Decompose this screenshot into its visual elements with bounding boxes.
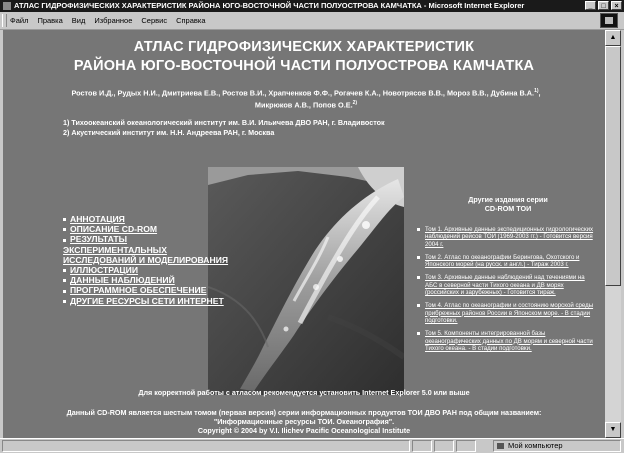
status-lock-cell <box>434 440 454 452</box>
series-volume-3-link[interactable]: Том 3. Архивные данные наблюдений над течениями на АБС в северной части Тихого океана и ДВ морях (российских и зарубежных) - Готовится тираж. <box>416 274 594 296</box>
series-list <box>416 226 594 358</box>
authors-sup-2: 2) <box>352 100 358 107</box>
close-button[interactable]: × <box>611 1 622 10</box>
nav-internet-resources-link[interactable]: ДРУГИЕ РЕСУРСЫ СЕТИ ИНТЕРНЕТ <box>63 296 233 306</box>
authors-sup-1: 1) <box>534 88 539 94</box>
nav-annotation-link[interactable]: АННОТАЦИЯ <box>63 214 233 224</box>
footer-line-2: "Информационные ресурсы ТОИ. Океанография". <box>213 417 395 426</box>
ie-window-icon[interactable] <box>3 2 11 10</box>
nav-software-link[interactable]: ПРОГРАММНОЕ ОБЕСПЕЧЕНИЕ <box>63 285 233 295</box>
nav-results-link[interactable]: РЕЗУЛЬТАТЫ ЭКСПЕРИМЕНТАЛЬНЫХ ИССЛЕДОВАНИЙ И МОДЕЛИРОВАНИЯ <box>63 234 229 265</box>
nav-observations-link[interactable]: ДАННЫЕ НАБЛЮДЕНИЙ <box>63 275 233 285</box>
page-title-line-2: РАЙОНА ЮГО-ВОСТОЧНОЙ ЧАСТИ ПОЛУОСТРОВА КАМЧАТКА <box>73 58 535 74</box>
kamchatka-satellite-image <box>208 167 404 395</box>
status-bar <box>0 438 624 453</box>
ie-recommendation: Для корректной работы с атласом рекомендуется установить Internet Explorer 5.0 или выше <box>138 388 470 397</box>
nav-cdrom-description-link[interactable]: ОПИСАНИЕ CD-ROM <box>63 224 233 234</box>
scrollbar-thumb[interactable] <box>605 46 621 286</box>
my-computer-icon <box>497 443 504 449</box>
page-content <box>3 30 605 438</box>
menu-help[interactable]: Справка <box>176 16 206 25</box>
series-volume-5-link[interactable]: Том 5. Компоненты интегрированной базы океанографических данных по ДВ морям и северной части Тихого океана. - В стадии подготовки. <box>416 330 594 352</box>
menu-tools[interactable]: Сервис <box>141 16 168 25</box>
menu-favorites[interactable]: Избранное <box>94 16 133 25</box>
authors-line-2: Микрюков А.В., Попов О.Е. <box>254 100 353 110</box>
window-title: АТЛАС ГИДРОФИЗИЧЕСКИХ ХАРАКТЕРИСТИК РАЙОНА ЮГО-ВОСТОЧНОЙ ЧАСТИ ПОЛУОСТРОВА КАМЧАТКА - Microsoft Internet Explorer <box>14 1 525 10</box>
minimize-button[interactable]: _ <box>585 1 596 10</box>
menu-bar <box>0 12 624 30</box>
arrow-up-icon[interactable]: ▲ <box>605 30 621 46</box>
toolbar-grip[interactable] <box>2 14 7 27</box>
authors-line-1: Ростов И.Д., Рудых Н.И., Дмитриева Е.В., Ростов В.И., Храпченков Ф.Ф., Рогачев К.А., Новотрясов В.В., Мороз В.В., Дубина В.А. <box>71 88 535 98</box>
windows-throbber-icon <box>600 13 618 28</box>
status-zone <box>493 440 621 452</box>
affiliation-1: 1) Тихоокеанский океанологический институт им. В.И. Ильичева ДВО РАН, г. Владивосток <box>63 118 385 127</box>
series-volume-1-link[interactable]: Том 1. Архивные данные экспедиционных гидрологических наблюдений рейсов ТОИ (1969-2003 гг.) - Готовится версия 2004 г. <box>416 226 594 248</box>
footer-line-1: Данный CD-ROM является шестым томом (первая версия) серии информационных продуктов ТОИ ДВО РАН под общим названием: <box>66 408 542 417</box>
authors <box>63 86 549 111</box>
nav-illustrations-link[interactable]: ИЛЛЮСТРАЦИИ <box>63 265 233 275</box>
series-volume-2-link[interactable]: Том 2. Атлас по океанографии Берингова, Охотского и Японского морей (на русск. и англ.) - Тираж 2003 г. <box>416 254 594 269</box>
vertical-scrollbar[interactable] <box>605 30 621 438</box>
series-volume-4-link[interactable]: Том 4. Атлас по океанографии и состоянию морской среды прибрежных районов России в Японском море. - В стадии подготовки. <box>416 302 594 324</box>
affiliation-2: 2) Акустический институт им. Н.Н. Андреева РАН, г. Москва <box>63 128 275 137</box>
window-controls <box>585 1 622 10</box>
menu-view[interactable]: Вид <box>71 16 86 25</box>
series-heading <box>428 195 588 213</box>
affiliations <box>63 118 385 138</box>
menu-edit[interactable]: Правка <box>37 16 63 25</box>
page-title-line-1: АТЛАС ГИДРОФИЗИЧЕСКИХ ХАРАКТЕРИСТИК <box>133 39 475 55</box>
menu-file[interactable]: Файл <box>10 16 29 25</box>
status-misc-cell <box>456 440 476 452</box>
copyright: Copyright © 2004 by V.I. Ilichev Pacific Oceanological Institute <box>197 426 411 435</box>
status-zone-label: Мой компьютер <box>508 441 563 450</box>
title-bar <box>0 0 624 12</box>
authors-line-1-end: , <box>538 88 541 98</box>
menu-items <box>10 12 215 29</box>
arrow-down-icon[interactable]: ▼ <box>605 422 621 438</box>
series-heading-line-1: Другие издания серии <box>468 195 548 204</box>
main-navigation <box>63 214 233 306</box>
series-heading-line-2: CD-ROM ТОИ <box>484 204 532 213</box>
status-text-cell <box>2 440 410 452</box>
maximize-button[interactable]: □ <box>598 1 609 10</box>
status-progress-cell <box>412 440 432 452</box>
